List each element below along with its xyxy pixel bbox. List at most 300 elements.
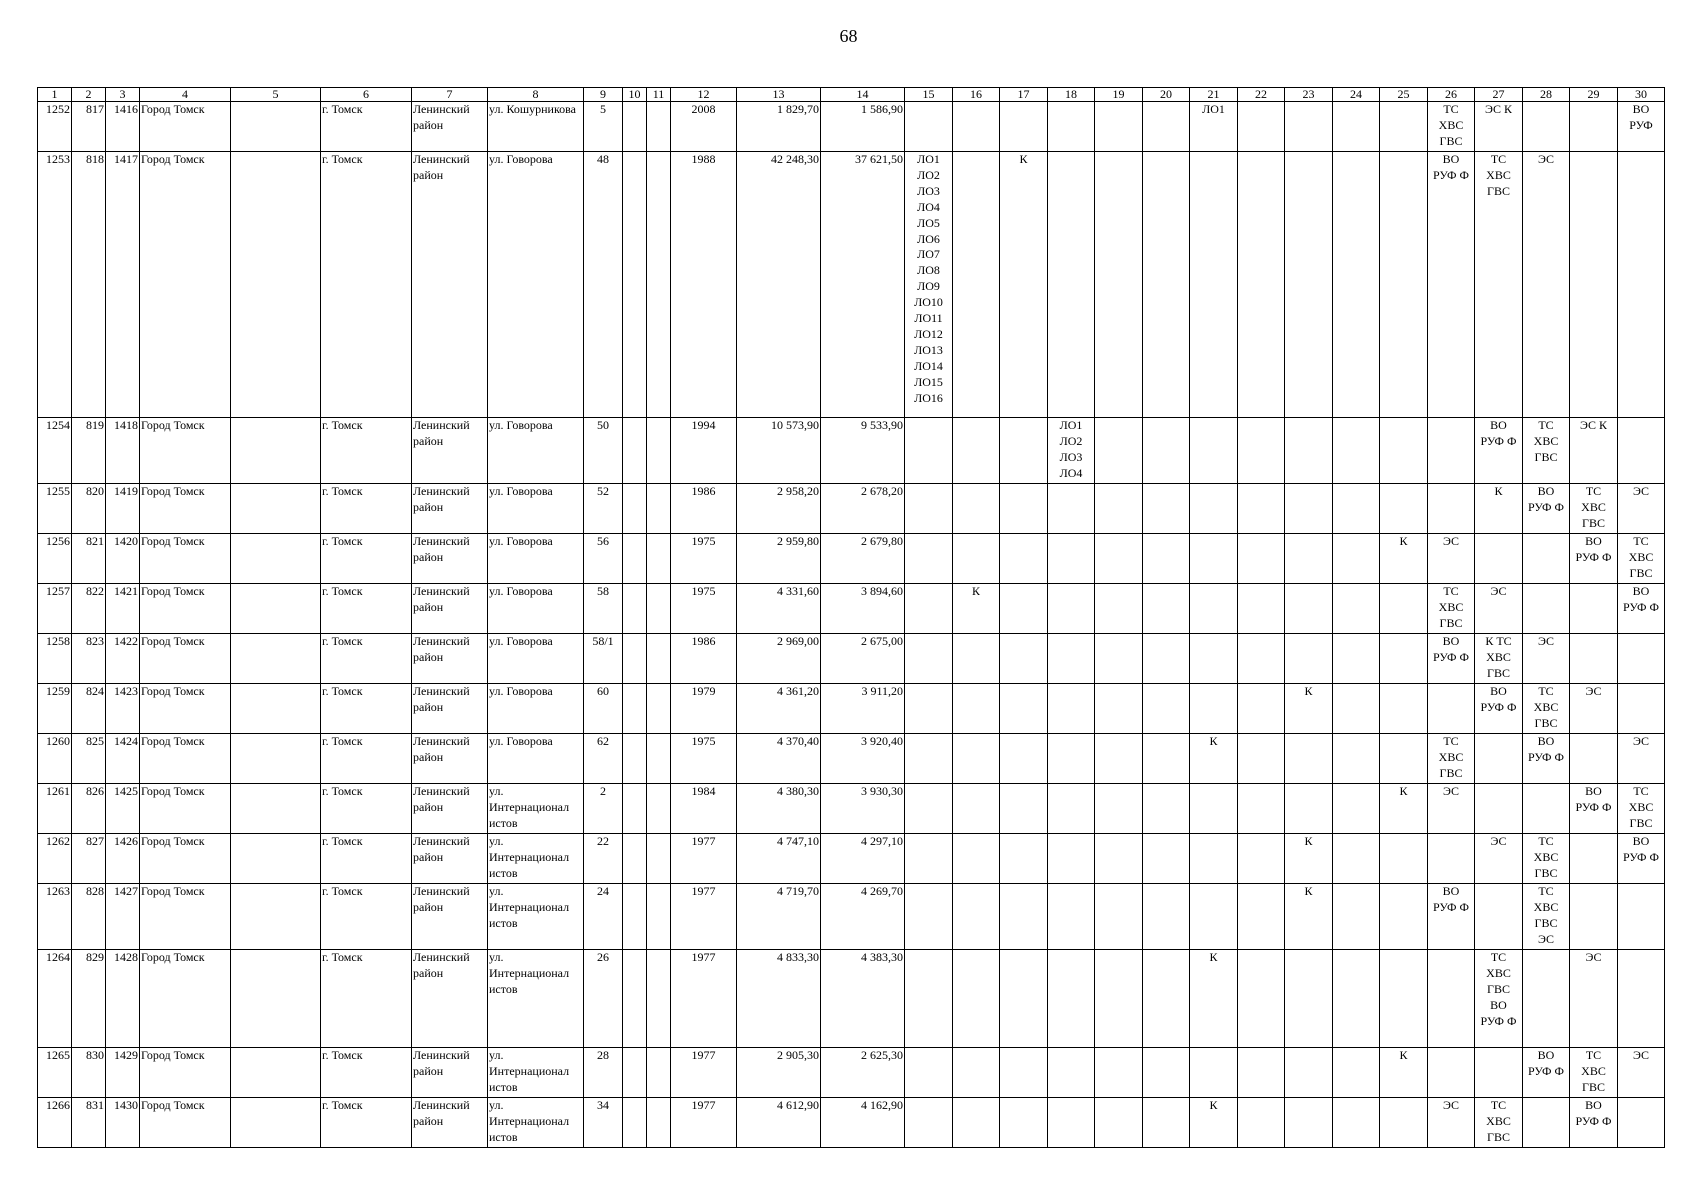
letter-cell xyxy=(647,484,671,534)
living-area-cell: 3 894,60 xyxy=(821,584,905,634)
building-cell xyxy=(623,784,647,834)
work-col-29-cell: ТС ХВС ГВС xyxy=(1570,1048,1618,1098)
street-cell: ул. Говорова xyxy=(488,484,584,534)
work-col-25-cell xyxy=(1380,484,1428,534)
work-col-25-cell xyxy=(1380,152,1428,418)
house-number-cell: 2 xyxy=(584,784,623,834)
work-col-23-cell xyxy=(1285,534,1333,584)
work-col-15-cell xyxy=(905,1048,953,1098)
living-area-cell: 2 625,30 xyxy=(821,1048,905,1098)
work-col-19-cell xyxy=(1095,1098,1143,1148)
work-col-27-cell: ЭС xyxy=(1475,834,1523,884)
work-col-25-cell xyxy=(1380,834,1428,884)
total-area-cell: 4 370,40 xyxy=(737,734,821,784)
work-col-28-cell xyxy=(1523,584,1570,634)
record-number-cell: 1255 xyxy=(38,484,72,534)
global-number-cell: 1421 xyxy=(106,584,140,634)
work-col-28-cell xyxy=(1523,1098,1570,1148)
district-cell: Ленинский район xyxy=(412,684,488,734)
living-area-cell: 4 297,10 xyxy=(821,834,905,884)
work-col-29-cell: ВО РУФ Ф xyxy=(1570,1098,1618,1148)
work-col-25-cell: К xyxy=(1380,784,1428,834)
work-col-17-cell xyxy=(1000,684,1048,734)
work-col-20-cell xyxy=(1143,734,1190,784)
work-col-19-cell xyxy=(1095,634,1143,684)
street-cell: ул. Говорова xyxy=(488,634,584,684)
house-number-cell: 52 xyxy=(584,484,623,534)
street-cell: ул. Интернационал истов xyxy=(488,1098,584,1148)
district-cell: Ленинский район xyxy=(412,950,488,1048)
work-col-25-cell xyxy=(1380,584,1428,634)
work-col-18-cell xyxy=(1048,102,1095,152)
work-col-15-cell xyxy=(905,734,953,784)
district-cell: Ленинский район xyxy=(412,152,488,418)
work-col-27-cell xyxy=(1475,534,1523,584)
letter-cell xyxy=(647,784,671,834)
municipality-cell: Город Томск xyxy=(140,884,231,950)
street-cell: ул. Говорова xyxy=(488,418,584,484)
table-row xyxy=(38,950,1665,1048)
table-row xyxy=(38,734,1665,784)
total-area-cell: 4 719,70 xyxy=(737,884,821,950)
column-number-5: 5 xyxy=(231,88,321,102)
work-col-26-cell: ЭС xyxy=(1428,534,1475,584)
work-col-19-cell xyxy=(1095,734,1143,784)
build-year-cell: 1988 xyxy=(671,152,737,418)
work-col-22-cell xyxy=(1238,950,1285,1048)
global-number-cell: 1428 xyxy=(106,950,140,1048)
work-col-30-cell: ТС ХВС ГВС xyxy=(1618,534,1665,584)
work-col-21-cell xyxy=(1190,1048,1238,1098)
work-col-26-cell xyxy=(1428,418,1475,484)
total-area-cell: 10 573,90 xyxy=(737,418,821,484)
work-col-16-cell xyxy=(953,152,1000,418)
work-col-24-cell xyxy=(1333,950,1380,1048)
work-col-29-cell xyxy=(1570,734,1618,784)
work-col-19-cell xyxy=(1095,102,1143,152)
work-col-30-cell: ВО РУФ Ф xyxy=(1618,834,1665,884)
work-col-27-cell xyxy=(1475,884,1523,950)
total-area-cell: 4 361,20 xyxy=(737,684,821,734)
municipality-cell: Город Томск xyxy=(140,418,231,484)
work-col-27-cell xyxy=(1475,1048,1523,1098)
work-col-22-cell xyxy=(1238,834,1285,884)
street-cell: ул. Говорова xyxy=(488,584,584,634)
street-cell: ул. Интернационал истов xyxy=(488,950,584,1048)
district-cell: Ленинский район xyxy=(412,1048,488,1098)
work-col-25-cell xyxy=(1380,950,1428,1048)
work-col-29-cell xyxy=(1570,152,1618,418)
record-number-cell: 1252 xyxy=(38,102,72,152)
total-area-cell: 2 969,00 xyxy=(737,634,821,684)
column-number-1: 1 xyxy=(38,88,72,102)
work-col-22-cell xyxy=(1238,634,1285,684)
house-number-cell: 22 xyxy=(584,834,623,884)
street-cell: ул. Говорова xyxy=(488,152,584,418)
letter-cell xyxy=(647,418,671,484)
work-col-16-cell xyxy=(953,950,1000,1048)
work-col-30-cell xyxy=(1618,684,1665,734)
work-col-21-cell: К xyxy=(1190,734,1238,784)
work-col-27-cell: ТС ХВС ГВС xyxy=(1475,152,1523,418)
work-col-29-cell xyxy=(1570,834,1618,884)
table-row xyxy=(38,534,1665,584)
work-col-16-cell xyxy=(953,484,1000,534)
work-col-23-cell xyxy=(1285,584,1333,634)
build-year-cell: 1977 xyxy=(671,834,737,884)
house-number-cell: 58 xyxy=(584,584,623,634)
work-col-23-cell xyxy=(1285,102,1333,152)
work-col-20-cell xyxy=(1143,102,1190,152)
work-col-25-cell: К xyxy=(1380,534,1428,584)
work-col-28-cell: ТС ХВС ГВС xyxy=(1523,684,1570,734)
work-col-21-cell xyxy=(1190,584,1238,634)
table-row xyxy=(38,418,1665,484)
work-col-26-cell: ЭС xyxy=(1428,784,1475,834)
building-cell xyxy=(623,950,647,1048)
work-col-15-cell xyxy=(905,784,953,834)
column-number-17: 17 xyxy=(1000,88,1048,102)
letter-cell xyxy=(647,834,671,884)
work-col-30-cell: ЭС xyxy=(1618,734,1665,784)
column-number-6: 6 xyxy=(321,88,412,102)
municipality-cell: Город Томск xyxy=(140,584,231,634)
work-col-29-cell: ЭС К xyxy=(1570,418,1618,484)
work-col-24-cell xyxy=(1333,834,1380,884)
work-col-25-cell xyxy=(1380,684,1428,734)
work-col-18-cell xyxy=(1048,534,1095,584)
local-number-cell: 820 xyxy=(72,484,106,534)
work-col-21-cell xyxy=(1190,534,1238,584)
building-cell xyxy=(623,418,647,484)
work-col-24-cell xyxy=(1333,884,1380,950)
settlement-cell xyxy=(231,834,321,884)
table-row xyxy=(38,484,1665,534)
district-cell: Ленинский район xyxy=(412,784,488,834)
column-number-30: 30 xyxy=(1618,88,1665,102)
living-area-cell: 3 920,40 xyxy=(821,734,905,784)
work-col-18-cell xyxy=(1048,784,1095,834)
work-col-15-cell xyxy=(905,684,953,734)
total-area-cell: 2 958,20 xyxy=(737,484,821,534)
letter-cell xyxy=(647,1098,671,1148)
work-col-15-cell xyxy=(905,418,953,484)
work-col-24-cell xyxy=(1333,418,1380,484)
work-col-16-cell xyxy=(953,102,1000,152)
build-year-cell: 1975 xyxy=(671,734,737,784)
local-number-cell: 824 xyxy=(72,684,106,734)
district-cell: Ленинский район xyxy=(412,834,488,884)
work-col-24-cell xyxy=(1333,684,1380,734)
record-number-cell: 1262 xyxy=(38,834,72,884)
total-area-cell: 4 331,60 xyxy=(737,584,821,634)
work-col-18-cell xyxy=(1048,684,1095,734)
table-row xyxy=(38,152,1665,418)
work-col-17-cell xyxy=(1000,484,1048,534)
work-col-29-cell xyxy=(1570,884,1618,950)
settlement-cell xyxy=(231,102,321,152)
work-col-22-cell xyxy=(1238,484,1285,534)
work-col-18-cell xyxy=(1048,1048,1095,1098)
settlement-cell xyxy=(231,1048,321,1098)
record-number-cell: 1265 xyxy=(38,1048,72,1098)
work-col-20-cell xyxy=(1143,584,1190,634)
letter-cell xyxy=(647,102,671,152)
house-number-cell: 24 xyxy=(584,884,623,950)
work-col-21-cell: ЛО1 xyxy=(1190,102,1238,152)
work-col-30-cell xyxy=(1618,1098,1665,1148)
column-number-27: 27 xyxy=(1475,88,1523,102)
living-area-cell: 3 911,20 xyxy=(821,684,905,734)
street-cell: ул. Говорова xyxy=(488,534,584,584)
local-number-cell: 828 xyxy=(72,884,106,950)
work-col-16-cell xyxy=(953,1048,1000,1098)
work-col-26-cell xyxy=(1428,484,1475,534)
local-number-cell: 829 xyxy=(72,950,106,1048)
work-col-22-cell xyxy=(1238,534,1285,584)
letter-cell xyxy=(647,1048,671,1098)
letter-cell xyxy=(647,950,671,1048)
column-number-16: 16 xyxy=(953,88,1000,102)
city-cell: г. Томск xyxy=(321,834,412,884)
work-col-28-cell: ТС ХВС ГВС ЭС xyxy=(1523,884,1570,950)
build-year-cell: 1977 xyxy=(671,950,737,1048)
total-area-cell: 4 380,30 xyxy=(737,784,821,834)
work-col-23-cell: К xyxy=(1285,684,1333,734)
record-number-cell: 1256 xyxy=(38,534,72,584)
street-cell: ул. Говорова xyxy=(488,734,584,784)
global-number-cell: 1423 xyxy=(106,684,140,734)
work-col-22-cell xyxy=(1238,1048,1285,1098)
page-number: 68 xyxy=(839,26,858,46)
table-row xyxy=(38,1098,1665,1148)
record-number-cell: 1257 xyxy=(38,584,72,634)
work-col-27-cell: К xyxy=(1475,484,1523,534)
work-col-28-cell xyxy=(1523,950,1570,1048)
work-col-26-cell: ТС ХВС ГВС xyxy=(1428,102,1475,152)
work-col-21-cell xyxy=(1190,784,1238,834)
house-number-cell: 58/1 xyxy=(584,634,623,684)
work-col-23-cell xyxy=(1285,734,1333,784)
city-cell: г. Томск xyxy=(321,102,412,152)
work-col-26-cell: ТС ХВС ГВС xyxy=(1428,584,1475,634)
work-col-17-cell xyxy=(1000,834,1048,884)
building-cell xyxy=(623,534,647,584)
work-col-19-cell xyxy=(1095,484,1143,534)
work-col-29-cell xyxy=(1570,634,1618,684)
work-col-30-cell xyxy=(1618,418,1665,484)
record-number-cell: 1260 xyxy=(38,734,72,784)
local-number-cell: 818 xyxy=(72,152,106,418)
local-number-cell: 830 xyxy=(72,1048,106,1098)
city-cell: г. Томск xyxy=(321,484,412,534)
table-row xyxy=(38,102,1665,152)
column-number-8: 8 xyxy=(488,88,584,102)
global-number-cell: 1430 xyxy=(106,1098,140,1148)
work-col-26-cell: ТС ХВС ГВС xyxy=(1428,734,1475,784)
work-col-21-cell xyxy=(1190,834,1238,884)
settlement-cell xyxy=(231,684,321,734)
settlement-cell xyxy=(231,950,321,1048)
building-cell xyxy=(623,484,647,534)
column-number-7: 7 xyxy=(412,88,488,102)
work-col-27-cell xyxy=(1475,784,1523,834)
work-col-29-cell: ЭС xyxy=(1570,950,1618,1048)
work-col-16-cell xyxy=(953,834,1000,884)
work-col-17-cell xyxy=(1000,950,1048,1048)
work-col-19-cell xyxy=(1095,418,1143,484)
local-number-cell: 819 xyxy=(72,418,106,484)
column-number-26: 26 xyxy=(1428,88,1475,102)
local-number-cell: 823 xyxy=(72,634,106,684)
work-col-20-cell xyxy=(1143,484,1190,534)
column-number-15: 15 xyxy=(905,88,953,102)
work-col-19-cell xyxy=(1095,784,1143,834)
work-col-29-cell: ЭС xyxy=(1570,684,1618,734)
municipality-cell: Город Томск xyxy=(140,950,231,1048)
work-col-27-cell: ЭС xyxy=(1475,584,1523,634)
work-col-16-cell xyxy=(953,534,1000,584)
work-col-19-cell xyxy=(1095,584,1143,634)
house-number-cell: 5 xyxy=(584,102,623,152)
work-col-20-cell xyxy=(1143,152,1190,418)
record-number-cell: 1254 xyxy=(38,418,72,484)
work-col-16-cell xyxy=(953,734,1000,784)
building-cell xyxy=(623,684,647,734)
district-cell: Ленинский район xyxy=(412,884,488,950)
work-col-30-cell: ЭС xyxy=(1618,484,1665,534)
table-row xyxy=(38,1048,1665,1098)
city-cell: г. Томск xyxy=(321,634,412,684)
work-col-30-cell xyxy=(1618,634,1665,684)
letter-cell xyxy=(647,584,671,634)
work-col-23-cell xyxy=(1285,784,1333,834)
work-col-24-cell xyxy=(1333,784,1380,834)
city-cell: г. Томск xyxy=(321,684,412,734)
build-year-cell: 1994 xyxy=(671,418,737,484)
settlement-cell xyxy=(231,734,321,784)
building-cell xyxy=(623,834,647,884)
work-col-26-cell: ВО РУФ Ф xyxy=(1428,634,1475,684)
work-col-19-cell xyxy=(1095,534,1143,584)
street-cell: ул. Интернационал истов xyxy=(488,784,584,834)
work-col-22-cell xyxy=(1238,152,1285,418)
build-year-cell: 1977 xyxy=(671,884,737,950)
table-row xyxy=(38,684,1665,734)
work-col-28-cell xyxy=(1523,784,1570,834)
settlement-cell xyxy=(231,484,321,534)
work-col-18-cell: ЛО1 ЛО2 ЛО3 ЛО4 xyxy=(1048,418,1095,484)
work-col-18-cell xyxy=(1048,834,1095,884)
house-number-cell: 62 xyxy=(584,734,623,784)
work-col-26-cell xyxy=(1428,834,1475,884)
work-col-30-cell: ТС ХВС ГВС xyxy=(1618,784,1665,834)
work-col-20-cell xyxy=(1143,634,1190,684)
build-year-cell: 1984 xyxy=(671,784,737,834)
work-col-19-cell xyxy=(1095,884,1143,950)
work-col-28-cell: ТС ХВС ГВС xyxy=(1523,418,1570,484)
work-col-15-cell xyxy=(905,534,953,584)
work-col-15-cell xyxy=(905,834,953,884)
record-number-cell: 1263 xyxy=(38,884,72,950)
work-col-21-cell xyxy=(1190,484,1238,534)
work-col-16-cell xyxy=(953,884,1000,950)
house-number-cell: 26 xyxy=(584,950,623,1048)
column-number-11: 11 xyxy=(647,88,671,102)
global-number-cell: 1416 xyxy=(106,102,140,152)
work-col-17-cell xyxy=(1000,784,1048,834)
district-cell: Ленинский район xyxy=(412,102,488,152)
settlement-cell xyxy=(231,152,321,418)
work-col-15-cell xyxy=(905,584,953,634)
global-number-cell: 1418 xyxy=(106,418,140,484)
work-col-28-cell: ВО РУФ Ф xyxy=(1523,734,1570,784)
district-cell: Ленинский район xyxy=(412,634,488,684)
work-col-15-cell: ЛО1 ЛО2 ЛО3 ЛО4 ЛО5 ЛО6 ЛО7 ЛО8 ЛО9 ЛО10 ЛО11 ЛО12 ЛО13 ЛО14 ЛО15 ЛО16 xyxy=(905,152,953,418)
column-number-24: 24 xyxy=(1333,88,1380,102)
work-col-29-cell: ТС ХВС ГВС xyxy=(1570,484,1618,534)
house-number-cell: 60 xyxy=(584,684,623,734)
district-cell: Ленинский район xyxy=(412,418,488,484)
total-area-cell: 4 612,90 xyxy=(737,1098,821,1148)
record-number-cell: 1266 xyxy=(38,1098,72,1148)
work-col-21-cell xyxy=(1190,152,1238,418)
work-col-24-cell xyxy=(1333,102,1380,152)
street-cell: ул. Интернационал истов xyxy=(488,834,584,884)
city-cell: г. Томск xyxy=(321,1048,412,1098)
city-cell: г. Томск xyxy=(321,734,412,784)
work-col-22-cell xyxy=(1238,884,1285,950)
work-col-20-cell xyxy=(1143,1048,1190,1098)
letter-cell xyxy=(647,534,671,584)
work-col-28-cell xyxy=(1523,102,1570,152)
living-area-cell: 37 621,50 xyxy=(821,152,905,418)
city-cell: г. Томск xyxy=(321,534,412,584)
work-col-26-cell xyxy=(1428,1048,1475,1098)
work-col-25-cell xyxy=(1380,734,1428,784)
settlement-cell xyxy=(231,884,321,950)
work-col-25-cell xyxy=(1380,1098,1428,1148)
work-col-29-cell xyxy=(1570,584,1618,634)
building-cell xyxy=(623,584,647,634)
total-area-cell: 4 833,30 xyxy=(737,950,821,1048)
global-number-cell: 1429 xyxy=(106,1048,140,1098)
municipality-cell: Город Томск xyxy=(140,102,231,152)
municipality-cell: Город Томск xyxy=(140,734,231,784)
work-col-20-cell xyxy=(1143,950,1190,1048)
column-number-13: 13 xyxy=(737,88,821,102)
work-col-25-cell xyxy=(1380,102,1428,152)
work-col-20-cell xyxy=(1143,684,1190,734)
total-area-cell: 2 905,30 xyxy=(737,1048,821,1098)
settlement-cell xyxy=(231,784,321,834)
work-col-19-cell xyxy=(1095,950,1143,1048)
record-number-cell: 1258 xyxy=(38,634,72,684)
street-cell: ул. Кошурникова xyxy=(488,102,584,152)
living-area-cell: 2 675,00 xyxy=(821,634,905,684)
house-number-cell: 48 xyxy=(584,152,623,418)
city-cell: г. Томск xyxy=(321,584,412,634)
work-col-28-cell: ВО РУФ Ф xyxy=(1523,1048,1570,1098)
housing-register-table xyxy=(37,87,1665,1148)
work-col-24-cell xyxy=(1333,534,1380,584)
work-col-24-cell xyxy=(1333,484,1380,534)
column-number-28: 28 xyxy=(1523,88,1570,102)
work-col-23-cell xyxy=(1285,152,1333,418)
letter-cell xyxy=(647,152,671,418)
house-number-cell: 34 xyxy=(584,1098,623,1148)
record-number-cell: 1261 xyxy=(38,784,72,834)
